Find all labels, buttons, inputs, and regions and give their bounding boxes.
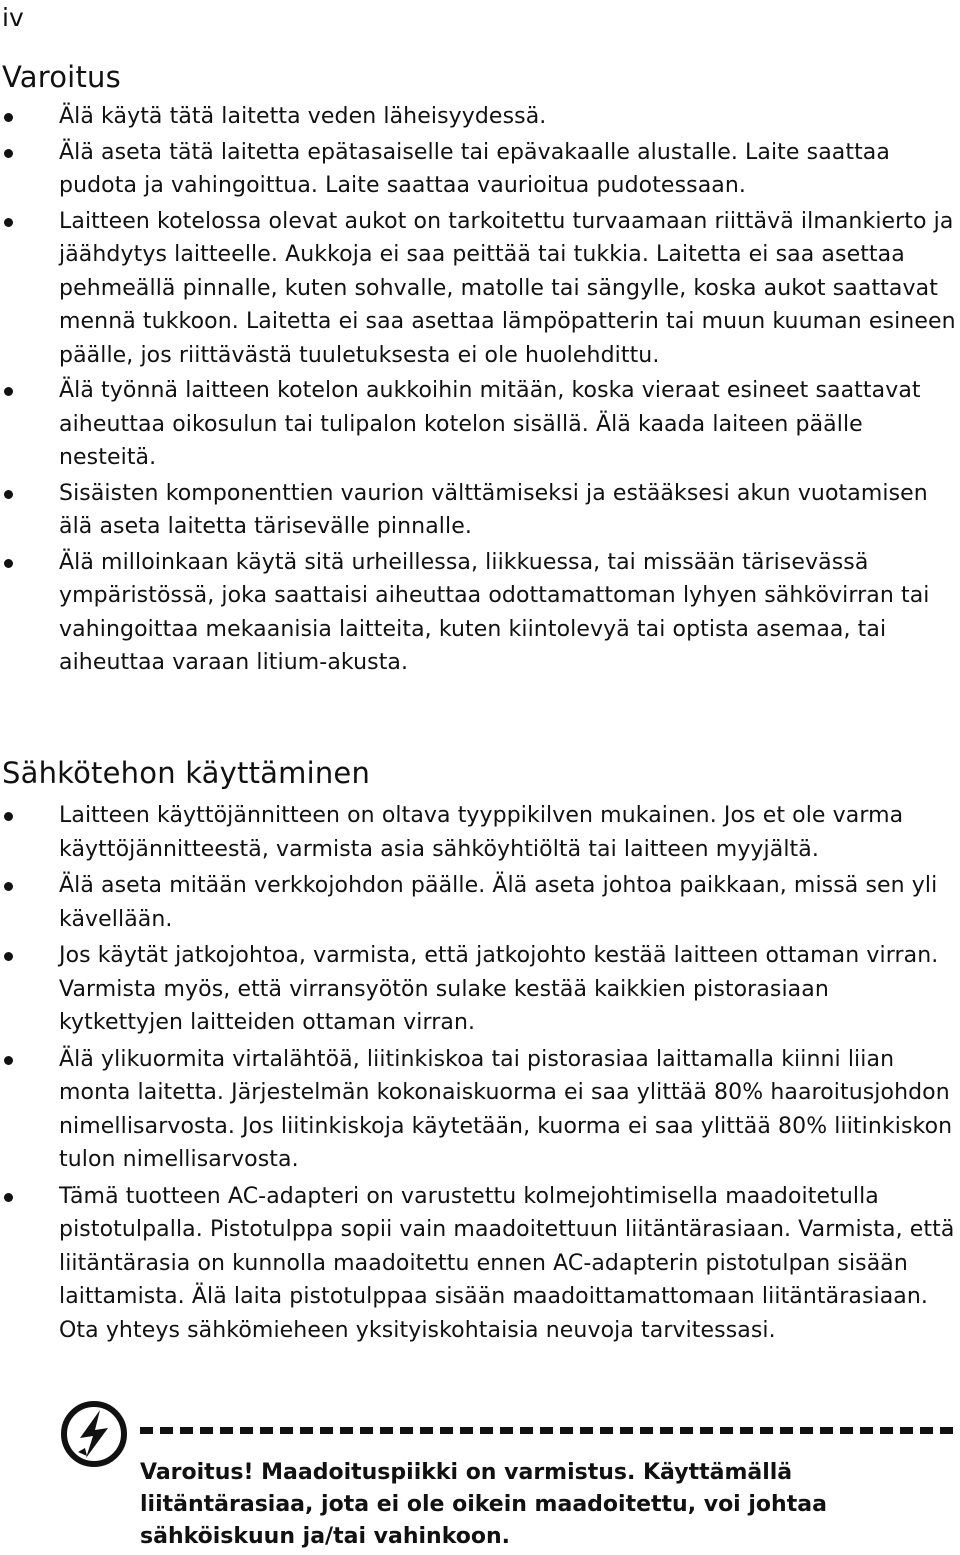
bullet-icon [4, 490, 13, 499]
bullet-icon [4, 812, 13, 821]
list-item-text: Älä ylikuormita virtalähtöä, liitinkiskoa tai pistorasiaa laittamalla kiinni liian monta laitetta. Järjestelmän kokonaiskuorma ei saa ylittää 80% haaroitusjohdon nimellisarvosta. Jos liitinkiskoja käytetään, kuorma ei saa ylittää 80% liitinkiskon tulon nimellisarvosta. [59, 1046, 953, 1172]
bullet-icon [4, 387, 13, 396]
list-item-text: Tämä tuotteen AC-adapteri on varustettu kolmejohtimisella maadoitetulla pistotulpalla. Pistotulppa sopii vain maadoitettuun liitäntärasiaan. Varmista, että liitäntärasia on kunnolla maadoitettu ennen AC-adapterin pistotulpan sisään laittamista. Älä laita pistotulppaa sisään maadoittamattomaan liitäntärasiaan. Ota yhteys sähkömieheen yksityiskohtaisia neuvoja tarvitessasi. [59, 1183, 955, 1343]
list-item [0, 799, 960, 866]
list-item-text: Älä aseta tätä laitetta epätasaiselle tai epävakaalle alustalle. Laite saattaa pudota ja vahingoittua. Laite saattaa vaurioitua pudotessaan. [59, 139, 890, 198]
list-item [0, 939, 960, 1040]
list-item [0, 205, 960, 373]
lightning-warning-icon [60, 1400, 128, 1468]
bullet-icon [4, 218, 13, 227]
list-item [0, 100, 960, 134]
bullet-icon [4, 952, 13, 961]
list-item-text: Älä työnnä laitteen kotelon aukkoihin mitään, koska vieraat esineet saattavat aiheuttaa oikosulun tai tulipalon kotelon sisällä. Älä kaada laiteen päälle nesteitä. [59, 378, 921, 470]
list-item [0, 136, 960, 203]
warning-text: Varoitus! Maadoituspiikki on varmistus. Käyttämällä liitäntärasiaa, jota ei ole oikein maadoitettu, voi johtaa sähköiskuun ja/tai vahinkoon. [140, 1460, 827, 1549]
section-heading-varoitus: Varoitus [2, 60, 121, 94]
list-item-text: Älä aseta mitään verkkojohdon päälle. Älä aseta johtoa paikkaan, missä sen yli kävellään. [59, 873, 938, 932]
list-item-text: Älä milloinkaan käytä sitä urheillessa, liikkuessa, tai missään tärisevässä ympäristössä, joka saattaisi aiheuttaa odottamattoman lyhyen sähkövirran tai vahingoittaa mekaanisia laitteita, kuten kiintolevyä tai optista asemaa, tai aiheuttaa varaan litium-akusta. [59, 549, 930, 675]
bullet-icon [4, 1193, 13, 1202]
list-item-text: Jos käytät jatkojohtoa, varmista, että jatkojohto kestää laitteen ottaman virran. Varmista myös, että virransyötön sulake kestää kaikkien pistorasiaan kytkettyjen laitteiden ottaman virran. [59, 943, 939, 1035]
bullet-icon [4, 1056, 13, 1065]
bullet-icon [4, 559, 13, 568]
warning-divider [140, 1427, 960, 1434]
bullet-icon [4, 149, 13, 158]
list-item [0, 1043, 960, 1177]
page-number: iv [2, 3, 24, 32]
section-heading-sahkotehon-kayttaminen: Sähkötehon käyttäminen [2, 756, 371, 790]
bullet-list-sahkotehon-kayttaminen [0, 799, 960, 1350]
list-item [0, 374, 960, 475]
bullet-icon [4, 882, 13, 891]
list-item-text: Laitteen kotelossa olevat aukot on tarkoitettu turvaamaan riittävä ilmankierto ja jäähdytys laitteelle. Aukkoja ei saa peittää tai tukkia. Laitetta ei saa asettaa pehmeällä pinnalle, kuten sohvalle, matolle tai sängylle, koska aukot saattavat mennä tukkoon. Laitetta ei saa asettaa lämpöpatterin tai muun kuuman esineen päälle, jos riittävästä tuuletuksesta ei ole huolehdittu. [59, 208, 956, 368]
list-item-text: Älä käytä tätä laitetta veden läheisyydessä. [59, 104, 547, 129]
list-item [0, 869, 960, 936]
bullet-icon [4, 113, 13, 122]
list-item-text: Laitteen käyttöjännitteen on oltava tyyppikilven mukainen. Jos et ole varma käyttöjännitteestä, varmista asia sähköyhtiöltä tai laitteen myyjältä. [59, 803, 904, 862]
list-item [0, 1180, 960, 1348]
list-item [0, 477, 960, 544]
list-item [0, 546, 960, 680]
bullet-list-varoitus [0, 100, 960, 682]
list-item-text: Sisäisten komponenttien vaurion välttämiseksi ja estääksesi akun vuotamisen älä aseta laitetta tärisevälle pinnalle. [59, 480, 928, 539]
